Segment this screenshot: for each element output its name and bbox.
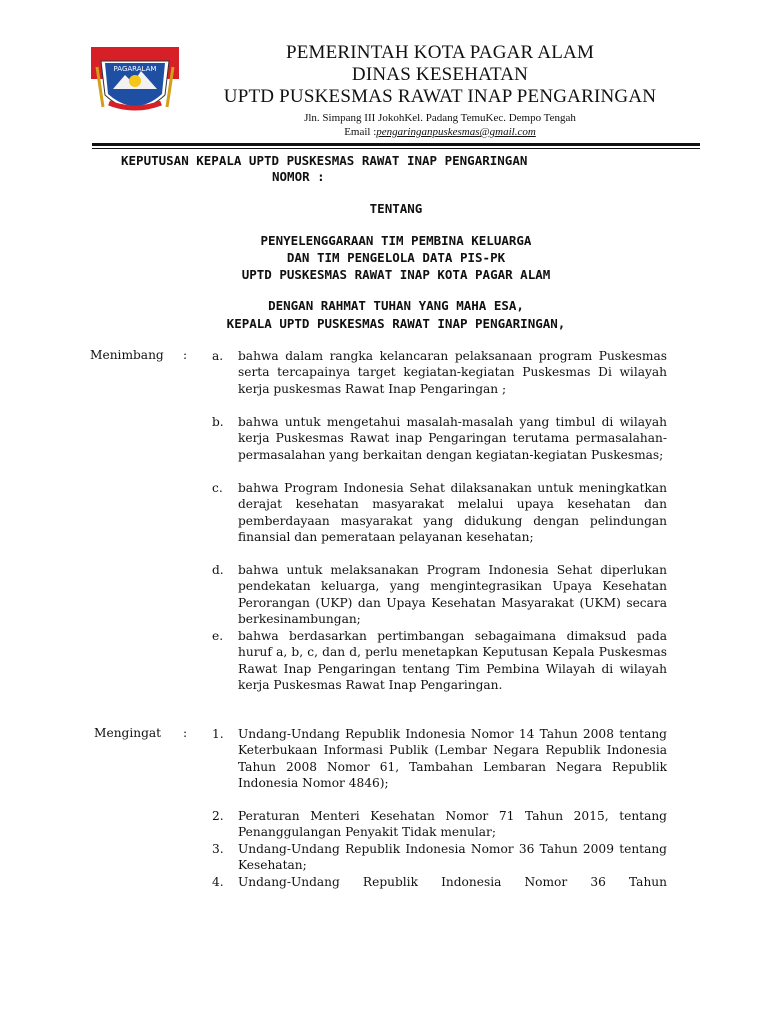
- menimbang-item-b: [212, 414, 667, 463]
- government-name: PEMERINTAH KOTA PAGAR ALAM: [285, 42, 595, 63]
- item-marker: a.: [212, 349, 224, 363]
- pagaralam-logo: [91, 47, 179, 119]
- svg-text:PAGARALAM: PAGARALAM: [113, 65, 157, 73]
- mengingat-item-4: [212, 874, 667, 890]
- item-text: bahwa dalam rangka kelancaran pelaksanaan program Puskesmas serta tercapainya target kegiatan-kegiatan Puskesmas Di wilayah kerja puskesmas Rawat Inap Pengaringan ;: [238, 349, 667, 396]
- email-link[interactable]: pengaringanpuskesmas@gmail.com: [376, 126, 536, 138]
- menimbang-colon: :: [183, 348, 188, 362]
- item-text: Peraturan Menteri Kesehatan Nomor 71 Tahun 2015, tentang Penanggulangan Penyakit Tidak menular;: [238, 809, 667, 840]
- kepala-line: KEPALA UPTD PUSKESMAS RAWAT INAP PENGARINGAN,: [226, 316, 566, 331]
- mengingat-colon: :: [183, 726, 188, 740]
- menimbang-item-d: [212, 562, 667, 628]
- item-text: Undang-Undang Republik Indonesia Nomor 14 Tahun 2008 tentang Keterbukaan Informasi Publik (Lembar Negara Republik Indonesia Tahun 2008 Nomor 61, Tambahan Lembaran Negara Republik Indonesia Nomor 4846);: [238, 727, 667, 791]
- item-text: bahwa berdasarkan pertimbangan sebagaimana dimaksud pada huruf a, b, c, dan d, perlu menetapkan Keputusan Kepala Puskesmas Rawat Inap Pengaringan tentang Tim Pembina Wilayah di wilayah kerja Puskesmas Rawat Inap Pengaringan.: [238, 629, 667, 693]
- mengingat-label: Mengingat: [94, 726, 162, 740]
- email-label: Email :: [344, 126, 377, 138]
- letterhead-rule-thin: [92, 148, 700, 149]
- decree-number: NOMOR :: [272, 169, 325, 184]
- mengingat-item-1: [212, 726, 667, 792]
- item-text: bahwa untuk mengetahui masalah-masalah yang timbul di wilayah kerja Puskesmas Rawat inap Pengaringan terutama permasalahan-permasalahan yang berkaitan dengan kegiatan-kegiatan Puskesmas;: [238, 415, 667, 462]
- menimbang-item-c: [212, 480, 667, 546]
- tentang-heading: TENTANG: [369, 201, 423, 216]
- item-marker: 3.: [212, 842, 224, 856]
- institution-name: UPTD PUSKESMAS RAWAT INAP PENGARINGAN: [223, 86, 657, 107]
- item-text: bahwa untuk melaksanakan Program Indonesia Sehat diperlukan pendekatan keluarga, yang mengintegrasikan Upaya Kesehatan Perorangan (UKP) dan Upaya Kesehatan Masyarakat (UKM) secara berkesinambungan;: [238, 563, 667, 627]
- mengingat-item-2: [212, 808, 667, 841]
- subject-line-1: PENYELENGGARAAN TIM PEMBINA KELUARGA: [260, 233, 532, 248]
- item-marker: d.: [212, 563, 224, 577]
- letterhead: [180, 42, 700, 139]
- item-marker: c.: [212, 481, 223, 495]
- subject-line-3: UPTD PUSKESMAS RAWAT INAP KOTA PAGAR ALAM: [241, 267, 551, 282]
- mengingat-item-3: [212, 841, 667, 874]
- menimbang-item-a: [212, 348, 667, 397]
- decree-title: KEPUTUSAN KEPALA UPTD PUSKESMAS RAWAT INAP PENGARINGAN: [121, 153, 528, 168]
- department-name: DINAS KESEHATAN: [351, 64, 529, 85]
- address: Jln. Simpang III JokohKel. Padang TemuKec. Dempo Tengah: [304, 112, 576, 124]
- subject-line-2: DAN TIM PENGELOLA DATA PIS-PK: [286, 250, 506, 265]
- item-marker: 1.: [212, 727, 224, 741]
- letterhead-rule-thick: [92, 143, 700, 146]
- menimbang-item-e: [212, 628, 667, 694]
- item-marker: e.: [212, 629, 224, 643]
- item-text: Undang-Undang Republik Indonesia Nomor 36 Tahun: [238, 875, 667, 889]
- item-text: bahwa Program Indonesia Sehat dilaksanakan untuk meningkatkan derajat kesehatan masyarakat melalui upaya kesehatan dan pemberdayaan masyarakat yang didukung dengan pelindungan finansial dan pemerataan pelayanan kesehatan;: [238, 481, 667, 545]
- rahmat-line: DENGAN RAHMAT TUHAN YANG MAHA ESA,: [268, 298, 524, 313]
- menimbang-label: Menimbang: [90, 348, 164, 362]
- email-line: [180, 125, 700, 139]
- item-marker: b.: [212, 415, 224, 429]
- item-marker: 2.: [212, 809, 224, 823]
- item-text: Undang-Undang Republik Indonesia Nomor 36 Tahun 2009 tentang Kesehatan;: [238, 842, 667, 873]
- item-marker: 4.: [212, 875, 224, 889]
